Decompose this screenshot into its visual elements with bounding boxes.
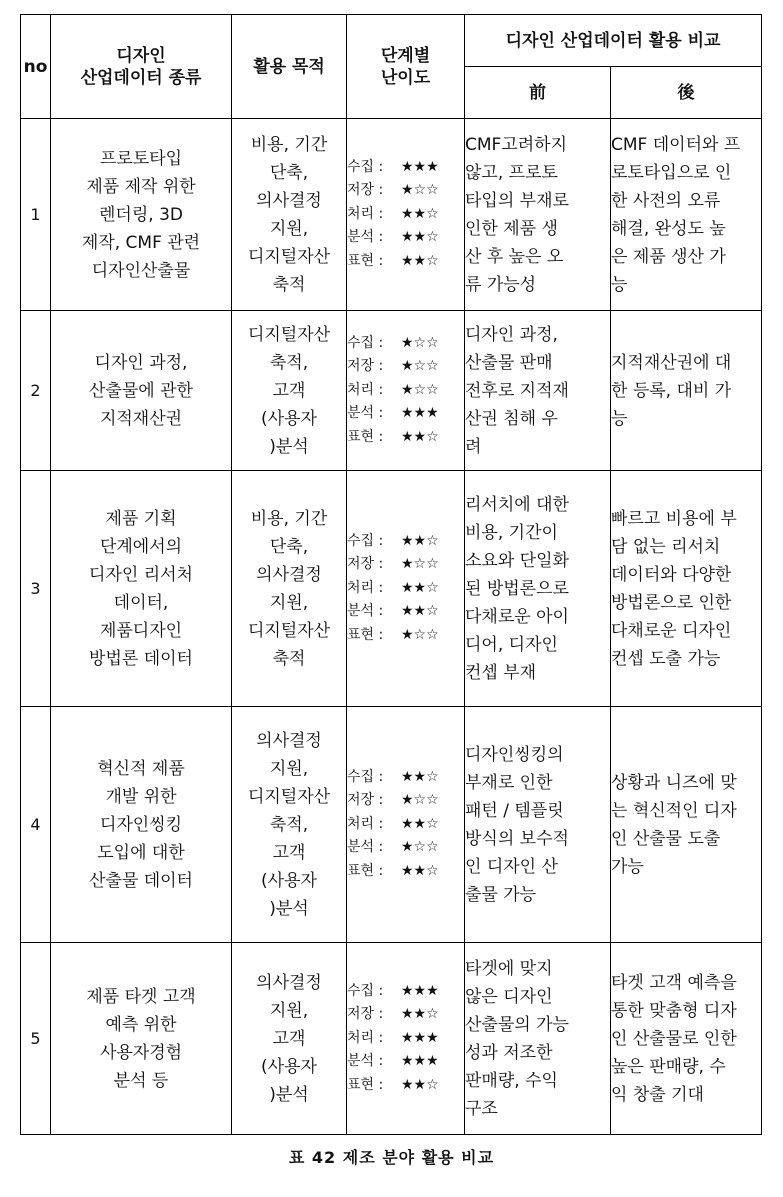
difficulty-rating [347,553,464,577]
purpose-cell [232,471,347,707]
after-line: 다채로운 디자인 [611,620,732,641]
purpose-line: (사용자 [261,1056,317,1077]
star-rating: ★★☆ [401,532,439,549]
before-line: 인한 제품 생 [465,218,558,239]
star-rating: ★☆☆ [401,334,439,351]
table-row [21,119,762,311]
star-rating: ★★☆ [401,603,439,620]
purpose-line: 축적, [269,814,309,835]
difficulty-rating [347,980,464,1004]
star-rating: ★☆☆ [401,358,439,375]
star-rating: ★★☆ [401,768,439,785]
difficulty-stage-label: 처리 : [347,205,384,222]
star-rating: ★★☆ [401,1076,439,1093]
purpose-line: 고객 [272,380,306,401]
table-body [21,119,762,1135]
after-cell [611,119,762,311]
purpose-line: 디지털자산 [247,324,331,345]
star-rating: ★★☆ [401,862,439,879]
header-difficulty-line: 단계별 [380,45,431,66]
data-kind-line: 단계에서의 [99,536,183,557]
difficulty-stage-label: 표현 : [347,252,384,269]
difficulty-stage-label: 저장 : [347,182,384,199]
star-rating: ★★☆ [401,1006,439,1023]
before-line: 산출물 판매 [465,352,553,373]
header-row-top [21,15,762,67]
star-rating: ★★☆ [401,815,439,832]
difficulty-rating [347,624,464,648]
purpose-line: (사용자 [261,408,317,429]
data-kind-cell [51,943,232,1135]
star-rating: ★☆☆ [401,792,439,809]
difficulty-rating [347,203,464,227]
after-line: 해결, 완성도 높 [611,218,726,239]
star-rating: ★★★ [401,405,439,422]
difficulty-stage-label: 표현 : [347,626,384,643]
after-line: 인 산출물로 인한 [611,1028,737,1049]
purpose-cell [232,943,347,1135]
row-number: 3 [21,471,51,707]
after-line: 익 창출 기대 [611,1084,704,1105]
star-rating: ★★★ [401,158,439,175]
header-kind-line: 디자인 [116,45,166,66]
purpose-cell [232,707,347,943]
before-line: 컨셉 부재 [465,662,537,683]
difficulty-cell [347,471,465,707]
after-cell [611,943,762,1135]
before-line: 판매량, 수익 [465,1070,558,1091]
before-line: 성과 저조한 [465,1042,553,1063]
header-no: no [21,15,51,119]
row-number: 4 [21,707,51,943]
data-kind-line: 제품디자인 [99,620,183,641]
data-kind-line: 제품 제작 위한 [86,176,196,197]
star-rating: ★★★ [401,982,439,999]
star-rating: ★★★ [401,1029,439,1046]
purpose-line: 의사결정 [256,972,322,993]
difficulty-rating [347,860,464,884]
star-rating: ★★☆ [401,252,439,269]
difficulty-rating [347,577,464,601]
purpose-line: 의사결정 [256,564,322,585]
difficulty-cell [347,943,465,1135]
before-line: 전후로 지적재 [465,380,569,401]
difficulty-stage-label: 처리 : [347,1029,384,1046]
table-row [21,943,762,1135]
header-purpose: 활용 목적 [232,15,347,119]
header-kind-line: 산업데이터 종류 [80,67,202,88]
purpose-line: )분석 [269,436,309,457]
purpose-line: )분석 [269,1084,309,1105]
before-line: 출물 가능 [465,884,537,905]
difficulty-stage-label: 수집 : [347,532,384,549]
star-rating: ★☆☆ [401,556,439,573]
table-caption: 표 42 제조 분야 활용 비교 [288,1148,495,1167]
star-rating: ★★☆ [401,205,439,222]
before-cell [465,943,611,1135]
before-line: 방식의 보수적 [465,828,569,849]
difficulty-stage-label: 수집 : [347,158,384,175]
table-row [21,471,762,707]
row-number: 1 [21,119,51,311]
after-line: 는 혁신적인 디자 [611,800,737,821]
difficulty-rating [347,789,464,813]
after-line: CMF 데이터와 프 [611,134,741,155]
purpose-line: 지원, [269,218,309,239]
table-row [21,311,762,471]
data-kind-cell [51,311,232,471]
after-line: 상황과 니즈에 맞 [611,772,737,793]
purpose-line: (사용자 [261,870,317,891]
difficulty-rating [347,766,464,790]
header-compare: 디자인 산업데이터 활용 비교 [465,15,762,67]
difficulty-rating [347,226,464,250]
difficulty-rating [347,600,464,624]
before-line: 않고, 프로토 [465,162,558,183]
after-line: 한 등록, 대비 가 [611,380,732,401]
difficulty-cell [347,119,465,311]
difficulty-stage-label: 표현 : [347,1076,384,1093]
difficulty-cell [347,311,465,471]
difficulty-rating [347,1074,464,1098]
before-line: 산권 침해 우 [465,408,558,429]
difficulty-rating [347,355,464,379]
after-line: 컨셉 도출 가능 [611,648,721,669]
row-number: 5 [21,943,51,1135]
difficulty-rating [347,332,464,356]
before-line: 비용, 기간이 [465,522,558,543]
purpose-cell [232,119,347,311]
purpose-line: 축적, [269,352,309,373]
data-kind-cell [51,119,232,311]
difficulty-rating [347,250,464,274]
comparison-table [20,14,762,1135]
header-difficulty [347,15,465,119]
before-line: 산 후 높은 오 [465,246,564,267]
difficulty-rating [347,402,464,426]
purpose-line: 디지털자산 [247,786,331,807]
before-line: 타겟에 맞지 [465,958,553,979]
data-kind-line: 프로토타입 [99,148,183,169]
difficulty-rating [347,379,464,403]
data-kind-line: 방법론 데이터 [89,648,193,669]
star-rating: ★★★ [401,1053,439,1070]
after-line: 지적재산권에 대 [611,352,732,373]
purpose-cell [232,311,347,471]
purpose-line: 디지털자산 [247,246,331,267]
before-line: 패턴 / 템플릿 [465,800,564,821]
before-line: 된 방법론으로 [465,578,569,599]
header-difficulty-line: 난이도 [380,67,431,88]
difficulty-rating [347,836,464,860]
after-line: 능 [611,274,628,295]
after-line: 로토타입으로 인 [611,162,732,183]
purpose-line: 축적 [272,648,306,669]
purpose-line: 의사결정 [256,190,322,211]
star-rating: ★★☆ [401,428,439,445]
difficulty-stage-label: 분석 : [347,405,384,422]
after-line: 능 [611,408,628,429]
difficulty-stage-label: 처리 : [347,381,384,398]
after-line: 방법론으로 인한 [611,592,732,613]
before-cell [465,471,611,707]
after-line: 높은 판매량, 수 [611,1056,726,1077]
difficulty-stage-label: 저장 : [347,556,384,573]
difficulty-stage-label: 저장 : [347,1006,384,1023]
star-rating: ★☆☆ [401,839,439,856]
after-line: 타겟 고객 예측을 [611,972,737,993]
data-kind-line: 디자인씽킹 [99,814,183,835]
data-kind-line: 데이터, [113,592,169,613]
before-line: 디자인 과정, [465,324,558,345]
data-kind-line: 디자인산출물 [91,260,191,281]
difficulty-rating [347,156,464,180]
star-rating: ★☆☆ [401,182,439,199]
before-line: CMF고려하지 [465,134,568,155]
data-kind-line: 산출물에 관한 [89,380,193,401]
purpose-line: 단축, [269,536,309,557]
data-kind-line: 디자인 리서처 [89,564,193,585]
data-kind-line: 도입에 대한 [97,842,185,863]
difficulty-rating [347,179,464,203]
difficulty-stage-label: 수집 : [347,982,384,999]
before-line: 다채로운 아이 [465,606,569,627]
before-cell [465,707,611,943]
purpose-line: 고객 [272,842,306,863]
star-rating: ★☆☆ [401,626,439,643]
row-number: 2 [21,311,51,471]
after-line: 담 없는 리서치 [611,536,721,557]
header-kind [51,15,232,119]
after-line: 가능 [611,856,644,877]
purpose-line: 지원, [269,758,309,779]
difficulty-cell [347,707,465,943]
data-kind-line: 제품 기획 [105,508,177,529]
difficulty-rating [347,1050,464,1074]
difficulty-stage-label: 수집 : [347,334,384,351]
data-kind-line: 예측 위한 [105,1014,177,1035]
data-kind-line: 혁신적 제품 [97,758,185,779]
after-line: 인 산출물 도출 [611,828,721,849]
purpose-line: )분석 [269,898,309,919]
after-line: 통한 맞춤형 디자 [611,1000,737,1021]
difficulty-stage-label: 처리 : [347,579,384,596]
data-kind-line: 제작, CMF 관련 [81,232,201,253]
difficulty-rating [347,426,464,450]
before-cell [465,119,611,311]
before-line: 부재로 인한 [465,772,553,793]
difficulty-stage-label: 분석 : [347,1053,384,1070]
star-rating: ★☆☆ [401,381,439,398]
difficulty-stage-label: 분석 : [347,229,384,246]
difficulty-stage-label: 처리 : [347,815,384,832]
difficulty-rating [347,813,464,837]
star-rating: ★★☆ [401,229,439,246]
difficulty-rating [347,1003,464,1027]
purpose-line: 비용, 기간 [250,134,328,155]
before-line: 인 디자인 산 [465,856,558,877]
difficulty-rating [347,530,464,554]
data-kind-line: 디자인 과정, [94,352,188,373]
after-line: 한 사전의 오류 [611,190,721,211]
after-cell [611,471,762,707]
table-row [21,707,762,943]
difficulty-rating [347,1027,464,1051]
star-rating: ★★☆ [401,579,439,596]
after-line: 은 제품 생산 가 [611,246,726,267]
header-after: 後 [611,67,762,119]
before-line: 산출물의 가능 [465,1014,569,1035]
before-line: 디어, 디자인 [465,634,558,655]
difficulty-stage-label: 표현 : [347,862,384,879]
after-line: 데이터와 다양한 [611,564,732,585]
before-line: 디자인씽킹의 [465,744,564,765]
difficulty-stage-label: 수집 : [347,768,384,785]
data-kind-line: 산출물 데이터 [89,870,193,891]
data-kind-line: 제품 타겟 고객 [86,986,196,1007]
purpose-line: 고객 [272,1028,306,1049]
purpose-line: 지원, [269,592,309,613]
purpose-line: 디지털자산 [247,620,331,641]
data-kind-cell [51,471,232,707]
difficulty-stage-label: 분석 : [347,603,384,620]
purpose-line: 비용, 기간 [250,508,328,529]
purpose-line: 축적 [272,274,306,295]
difficulty-stage-label: 분석 : [347,839,384,856]
data-kind-line: 분석 등 [113,1070,169,1091]
difficulty-stage-label: 저장 : [347,792,384,809]
after-cell [611,707,762,943]
before-line: 소요와 단일화 [465,550,569,571]
data-kind-line: 사용자경험 [99,1042,183,1063]
after-cell [611,311,762,471]
difficulty-stage-label: 저장 : [347,358,384,375]
data-kind-line: 렌더링, 3D [99,204,183,225]
purpose-line: 단축, [269,162,309,183]
before-line: 리서치에 대한 [465,494,569,515]
before-cell [465,311,611,471]
data-kind-line: 개발 위한 [105,786,177,807]
purpose-line: 지원, [269,1000,309,1021]
after-line: 빠르고 비용에 부 [611,508,737,529]
before-line: 않은 디자인 [465,986,553,1007]
before-line: 구조 [465,1098,498,1119]
before-line: 류 가능성 [465,274,537,295]
header-before: 前 [465,67,611,119]
data-kind-cell [51,707,232,943]
difficulty-stage-label: 표현 : [347,428,384,445]
purpose-line: 의사결정 [256,730,322,751]
data-kind-line: 지적재산권 [99,408,183,429]
before-line: 려 [465,436,482,457]
before-line: 타입의 부재로 [465,190,569,211]
